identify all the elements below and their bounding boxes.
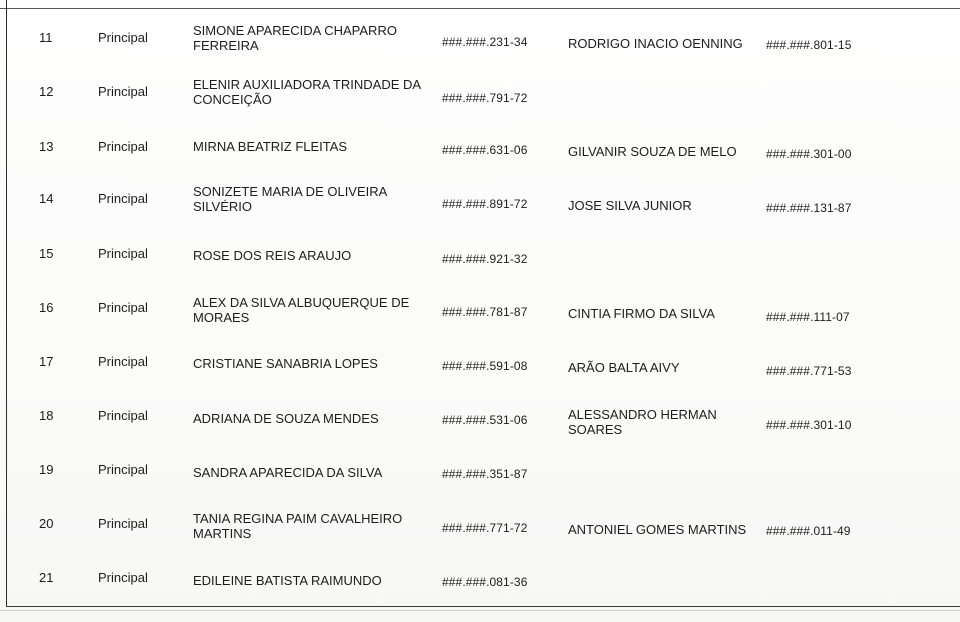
left-border bbox=[6, 0, 7, 607]
member-cpf: ###.###.781-87 bbox=[442, 305, 528, 319]
role: Principal bbox=[98, 84, 148, 99]
member-cpf: ###.###.921-32 bbox=[442, 252, 528, 266]
role: Principal bbox=[98, 191, 148, 206]
bottom-rule bbox=[6, 606, 960, 607]
role: Principal bbox=[98, 246, 148, 261]
substitute-cpf: ###.###.801-15 bbox=[766, 38, 852, 52]
substitute-name: ARÃO BALTA AIVY bbox=[568, 360, 680, 375]
substitute-cpf: ###.###.301-00 bbox=[766, 147, 852, 161]
row-number: 20 bbox=[39, 516, 54, 531]
member-cpf: ###.###.631-06 bbox=[442, 143, 528, 157]
row-number: 21 bbox=[39, 570, 54, 585]
member-cpf: ###.###.081-36 bbox=[442, 575, 528, 589]
substitute-name: CINTIA FIRMO DA SILVA bbox=[568, 306, 715, 321]
row-number: 11 bbox=[39, 30, 53, 45]
substitute-name: ANTONIEL GOMES MARTINS bbox=[568, 522, 747, 537]
member-name: MIRNA BEATRIZ FLEITAS bbox=[193, 139, 348, 154]
row-number: 14 bbox=[39, 191, 54, 206]
top-rule bbox=[0, 8, 960, 9]
member-cpf: ###.###.531-06 bbox=[442, 413, 528, 427]
member-name: SONIZETE MARIA DE OLIVEIRA SILVÉRIO bbox=[193, 184, 387, 214]
role: Principal bbox=[98, 462, 148, 477]
member-name: ALEX DA SILVA ALBUQUERQUE DE MORAES bbox=[193, 295, 410, 325]
page-edge bbox=[0, 610, 960, 611]
substitute-cpf: ###.###.131-87 bbox=[766, 201, 852, 215]
member-name: ADRIANA DE SOUZA MENDES bbox=[193, 411, 379, 426]
role: Principal bbox=[98, 30, 148, 45]
row-number: 15 bbox=[39, 246, 54, 261]
substitute-cpf: ###.###.301-10 bbox=[766, 418, 852, 432]
role: Principal bbox=[98, 300, 148, 315]
substitute-name: GILVANIR SOUZA DE MELO bbox=[568, 144, 737, 159]
member-cpf: ###.###.591-08 bbox=[442, 359, 528, 373]
member-cpf: ###.###.351-87 bbox=[442, 467, 528, 481]
role: Principal bbox=[98, 354, 148, 369]
substitute-cpf: ###.###.011-49 bbox=[766, 524, 851, 538]
member-name: ROSE DOS REIS ARAUJO bbox=[193, 248, 352, 263]
role: Principal bbox=[98, 408, 148, 423]
member-name: SANDRA APARECIDA DA SILVA bbox=[193, 465, 383, 480]
member-cpf: ###.###.891-72 bbox=[442, 197, 528, 211]
row-number: 19 bbox=[39, 462, 54, 477]
member-name: EDILEINE BATISTA RAIMUNDO bbox=[193, 573, 382, 588]
member-cpf: ###.###.231-34 bbox=[442, 35, 528, 49]
row-number: 13 bbox=[39, 139, 54, 154]
substitute-cpf: ###.###.111-07 bbox=[766, 310, 850, 324]
member-name: SIMONE APARECIDA CHAPARRO FERREIRA bbox=[193, 23, 397, 53]
substitute-name: RODRIGO INACIO OENNING bbox=[568, 36, 743, 51]
row-number: 16 bbox=[39, 300, 54, 315]
member-cpf: ###.###.791-72 bbox=[442, 91, 528, 105]
role: Principal bbox=[98, 516, 148, 531]
row-number: 17 bbox=[39, 354, 54, 369]
substitute-name: JOSE SILVA JUNIOR bbox=[568, 198, 692, 213]
member-name: CRISTIANE SANABRIA LOPES bbox=[193, 356, 378, 371]
member-name: ELENIR AUXILIADORA TRINDADE DA CONCEIÇÃO bbox=[193, 77, 421, 107]
role: Principal bbox=[98, 139, 148, 154]
role: Principal bbox=[98, 570, 148, 585]
member-name: TANIA REGINA PAIM CAVALHEIRO MARTINS bbox=[193, 511, 403, 541]
member-cpf: ###.###.771-72 bbox=[442, 521, 528, 535]
row-number: 18 bbox=[39, 408, 54, 423]
substitute-name: ALESSANDRO HERMAN SOARES bbox=[568, 407, 717, 437]
row-number: 12 bbox=[39, 84, 54, 99]
substitute-cpf: ###.###.771-53 bbox=[766, 364, 852, 378]
